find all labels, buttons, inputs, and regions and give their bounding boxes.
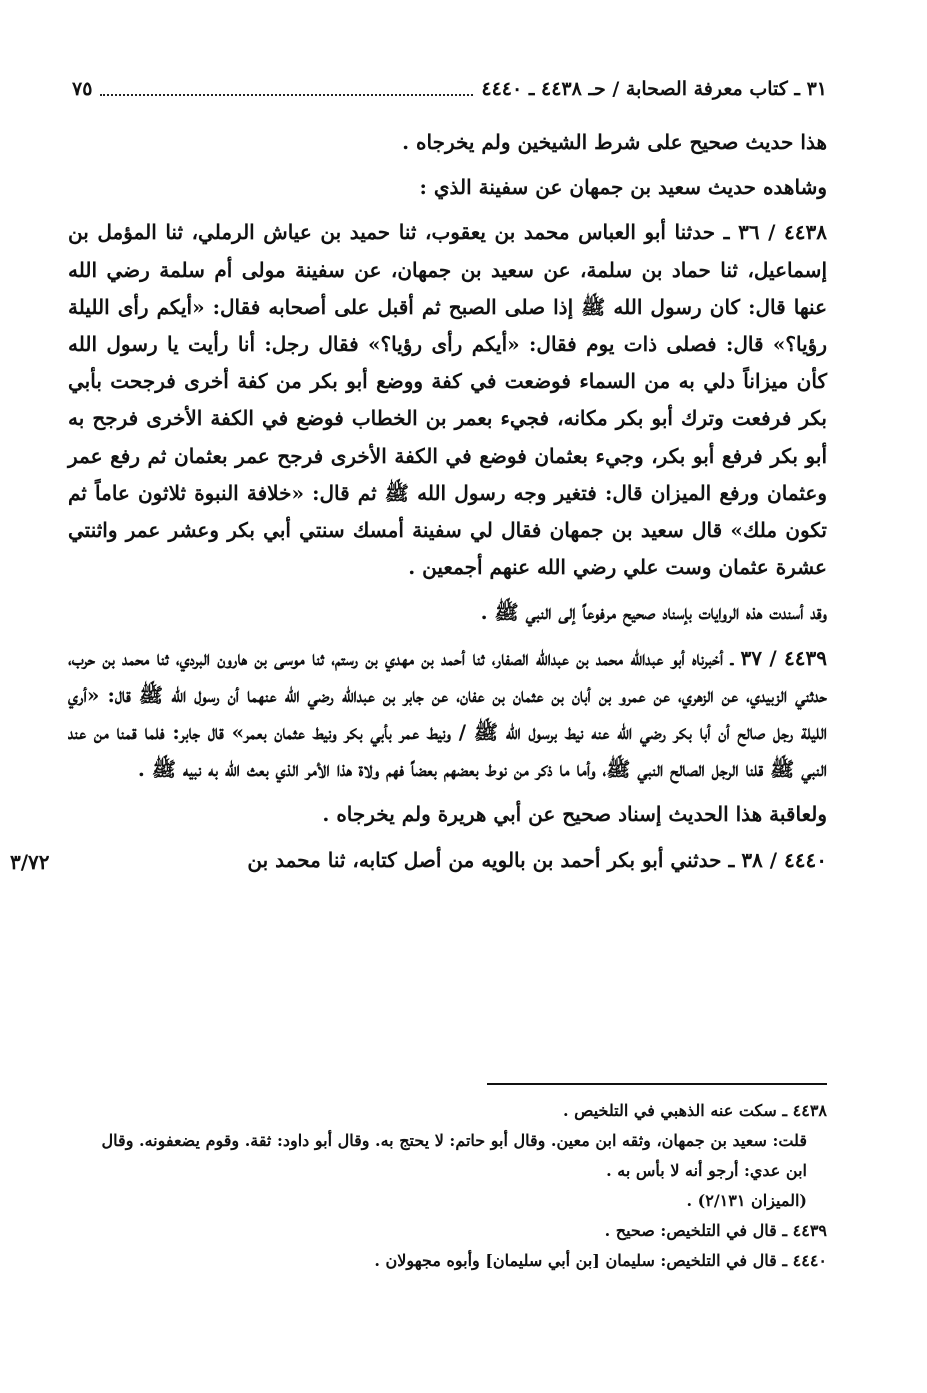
main-text (68, 124, 827, 879)
footnote: ٤٤٤٠ ـ قال في التلخيص: سليمان [بن أبي سليمان] وأبوه مجهولان . (374, 1251, 827, 1270)
page-number: ٧٥ (72, 78, 93, 100)
header-leader-dots (100, 82, 473, 96)
running-header (72, 74, 827, 104)
paragraph: هذا حديث صحيح على شرط الشيخين ولم يخرجاه . (402, 130, 827, 154)
paragraph: وقد أسندت هذه الروايات بإسناد صحيح مرفوعاً إلى النبي ﷺ . (480, 600, 827, 625)
hadith-4440: ٤٤٤٠ / ٣٨ ـ حدثني أبو بكر أحمد بن بالويه من أصل كتابه، ثنا محمد بن (247, 847, 827, 872)
header-title: ٣١ ـ كتاب معرفة الصحابة / حـ ٤٤٣٨ ـ ٤٤٤٠ (481, 78, 827, 100)
paragraph: وشاهده حديث سعيد بن جمهان عن سفينة الذي : (419, 175, 827, 200)
footnote: قلت: سعيد بن جمهان، وثقه ابن معين. وقال أبو حاتم: لا يحتج به. وقال أبو داود: ثقة. وقوم يضعفونه. وقال ابن عدي: أرجو أنه لا بأس به . (101, 1131, 807, 1180)
paragraph: ولعاقبة هذا الحديث إسناد صحيح عن أبي هريرة ولم يخرجاه . (322, 802, 827, 827)
hadith-4439: ٤٤٣٩ / ٣٧ ـ أخبرناه أبو عبدالله محمد بن عبدالله الصفار، ثنا أحمد بن مهدي بن رستم، ثنا موسى بن هارون البردي، ثنا محمد بن حرب، حدثني الزبيدي، عن الزهري، عن عمرو بن أبان بن عثمان بن عفان، عن جابر بن عبدالله رضي الله عنهما أن رسول الله ﷺ قال: «أري الليلة رجل صالح أن أبا بكر رضي الله عنه نيط برسول الله ﷺ / ونيط عمر بأبي بكر ونيط عثمان بعمر» قال جابر: فلما قمنا من عند النبي ﷺ قلنا الرجل الصالح النبي ﷺ، وأما ما ذكر من نوط بعضهم بعضاً فهم ولاة هذا الأمر الذي بعث الله به نبيه ﷺ . (68, 645, 828, 782)
footnote-separator (487, 1083, 827, 1085)
footnote: (الميزان ٢/١٣١) . (686, 1191, 807, 1210)
footnote: ٤٤٣٨ ـ سكت عنه الذهبي في التلخيص . (562, 1101, 827, 1120)
footnotes (100, 1096, 827, 1276)
margin-volume-page-note: ٣/٧٢ (10, 850, 50, 874)
footnote: ٤٤٣٩ ـ قال في التلخيص: صحيح . (604, 1221, 827, 1240)
hadith-4438: ٤٤٣٨ / ٣٦ ـ حدثنا أبو العباس محمد بن يعقوب، ثنا حميد بن عياش الرملي، ثنا المؤمل بن إسماعيل، ثنا حماد بن سلمة، عن سعيد بن جمهان، عن سفينة مولى أم سلمة رضي الله عنها قال: كان رسول الله ﷺ إذا صلى الصبح ثم أقبل على أصحابه فقال: «أيكم رأى الليلة رؤيا؟» قال: فصلى ذات يوم فقال: «أيكم رأى رؤيا؟» فقال رجل: أنا رأيت يا رسول الله كأن ميزاناً دلي به من السماء فوضعت في كفة ووضع أبو بكر من كفة أخرى فرجحت بأبي بكر فرفعت وترك أبو بكر مكانه، فجيء بعمر بن الخطاب فوضع في الكفة الأخرى فرجح به أبو بكر فرفع أبو بكر، وجيء بعثمان فوضع في الكفة الأخرى فرجح عمر بعثمان ثم رفع عمر وعثمان ورفع الميزان قال: فتغير وجه رسول الله ﷺ ثم قال: «خلافة النبوة ثلاثون عاماً ثم تكون ملك» قال سعيد بن جمهان فقال لي سفينة أمسك سنتي أبي بكر وعشر عمر واثنتي عشرة عثمان وست علي رضي الله عنهم أجمعين . (68, 220, 828, 580)
